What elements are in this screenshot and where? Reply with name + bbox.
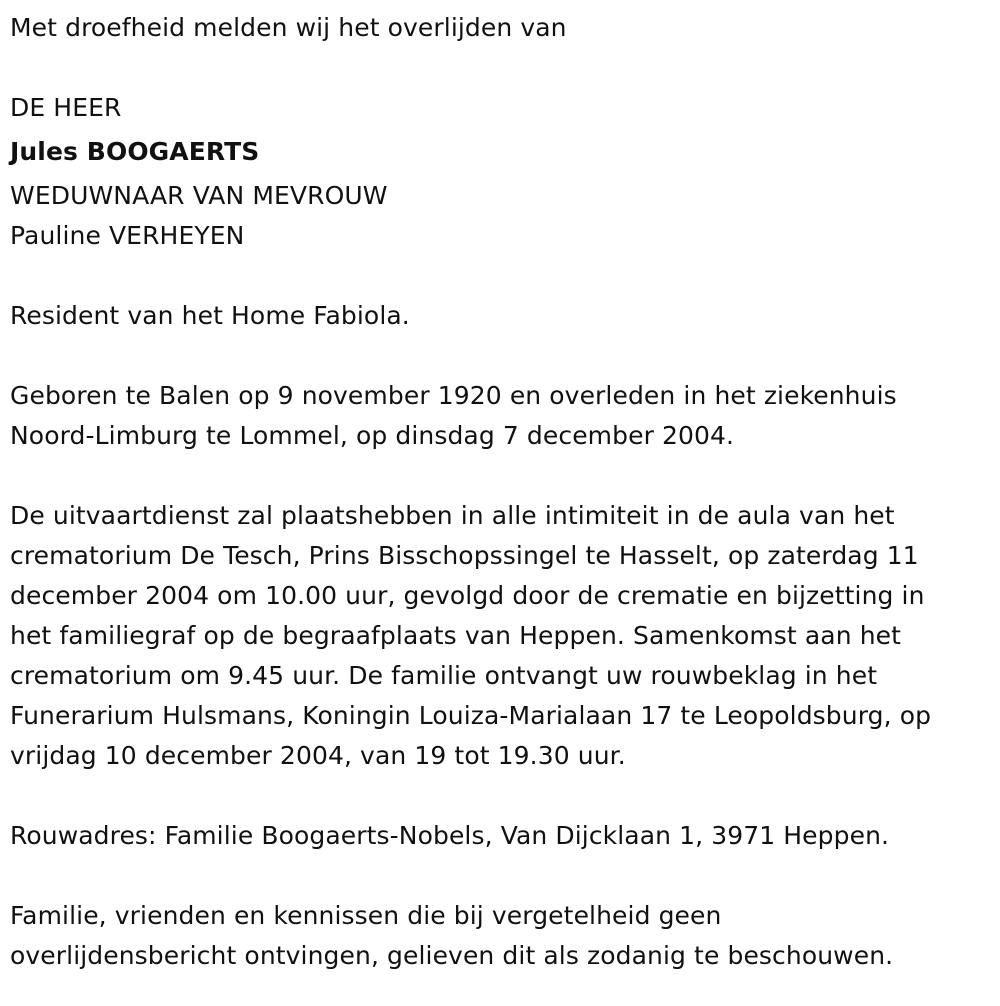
mourning-address: Rouwadres: Familie Boogaerts-Nobels, Van Dijcklaan 1, 3971 Heppen. <box>10 821 890 850</box>
deceased-name: Jules BOOGAERTS <box>10 137 260 166</box>
intro-text: Met droefheid melden wij het overlijden van <box>10 13 567 42</box>
service-line: crematorium De Tesch, Prins Bisschopssingel te Hasselt, op zaterdag 11 <box>10 541 919 570</box>
spacer <box>10 256 990 296</box>
closing-line: Familie, vrienden en kennissen die bij vergetelheid geen <box>10 901 722 930</box>
birth-death-paragraph <box>10 376 990 456</box>
relation-text: WEDUWNAAR VAN MEVROUW <box>10 181 388 210</box>
spacer <box>10 856 990 896</box>
service-line: De uitvaartdienst zal plaatshebben in alle intimiteit in de aula van het <box>10 501 895 530</box>
service-paragraph <box>10 496 990 776</box>
closing-paragraph <box>10 896 990 976</box>
service-line: het familiegraf op de begraafplaats van Heppen. Samenkomst aan het <box>10 621 902 650</box>
service-line: vrijdag 10 december 2004, van 19 tot 19.30 uur. <box>10 741 626 770</box>
spacer <box>10 336 990 376</box>
spacer <box>10 48 990 88</box>
birth-death-line: Noord-Limburg te Lommel, op dinsdag 7 december 2004. <box>10 421 735 450</box>
service-line: december 2004 om 10.00 uur, gevolgd door de crematie en bijzetting in <box>10 581 925 610</box>
spouse-name: Pauline VERHEYEN <box>10 221 245 250</box>
service-line: Funerarium Hulsmans, Koningin Louiza-Marialaan 17 te Leopoldsburg, op <box>10 701 932 730</box>
closing-line: overlijdensbericht ontvingen, gelieven dit als zodanig te beschouwen. <box>10 941 894 970</box>
birth-death-line: Geboren te Balen op 9 november 1920 en overleden in het ziekenhuis <box>10 381 897 410</box>
spacer <box>10 776 990 816</box>
spacer <box>10 456 990 496</box>
title-prefix: DE HEER <box>10 93 122 122</box>
service-line: crematorium om 9.45 uur. De familie ontvangt uw rouwbeklag in het <box>10 661 878 690</box>
residence-text: Resident van het Home Fabiola. <box>10 301 410 330</box>
